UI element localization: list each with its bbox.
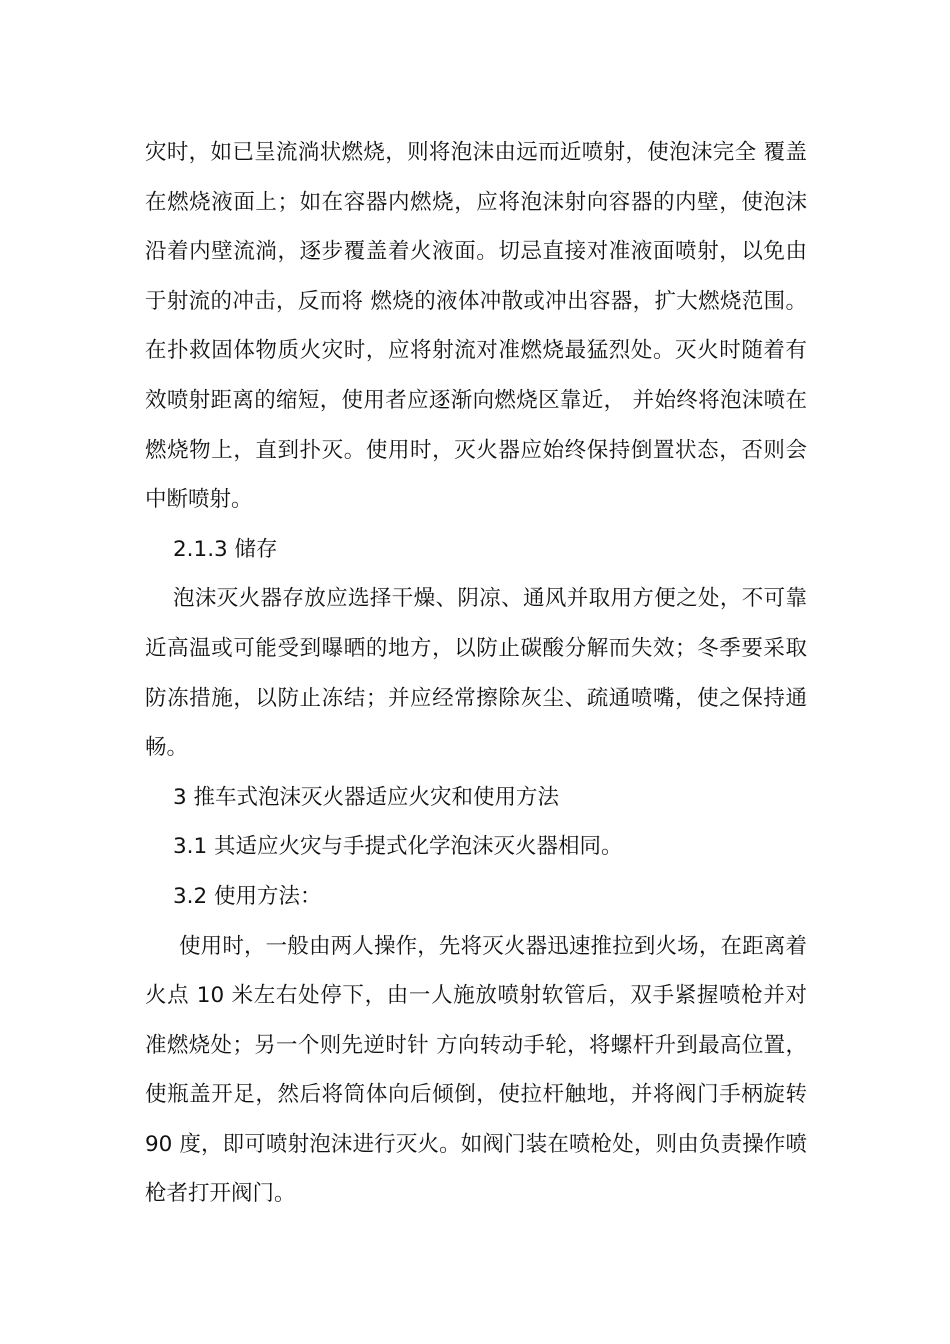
section-heading-3: 3 推车式泡沫灭火器适应火灾和使用方法 <box>173 784 560 810</box>
paragraph-usage-method: 使用时，一般由两人操作，先将灭火器迅速推拉到火场，在距离着火点 10 米左右处停下，由一人施放喷射软管后，双手紧握喷枪并对准燃烧处；另一个则先逆时针 方向转动手轮，将螺杆升到最高位置，使瓶盖开足，然后将筒体向后倾倒，使拉杆触地，并将阀门手柄旋转 90 度，即可喷射泡沫进行灭火。如阀门装在喷枪处，则由负责操作喷枪者打开阀门。 <box>145 933 807 1207</box>
section-heading-3-1: 3.1 其适应火灾与手提式化学泡沫灭火器相同。 <box>173 834 623 860</box>
section-heading-2-1-3: 2.1.3 储存 <box>173 536 278 562</box>
paragraph-storage: 泡沫灭火器存放应选择干燥、阴凉、通风并取用方便之处，不可靠近高温或可能受到曝晒的地方，以防止碳酸分解而失效；冬季要采取防冻措施，以防止冻结；并应经常擦除灰尘、疏通喷嘴，使之保持通畅。 <box>145 586 807 761</box>
document-body <box>145 128 807 1219</box>
section-heading-3-2: 3.2 使用方法： <box>173 883 322 909</box>
paragraph-foam-usage-continued: 灾时，如已呈流淌状燃烧，则将泡沫由远而近喷射，使泡沫完全 覆盖在燃烧液面上；如在容器内燃烧，应将泡沫射向容器的内壁，使泡沫沿着内壁流淌，逐步覆盖着火液面。切忌直接对准液面喷射，以免由于射流的冲击，反而将 燃烧的液体冲散或冲出容器，扩大燃烧范围。在扑救固体物质火灾时，应将射流对准燃烧最猛烈处。灭火时随着有效喷射距离的缩短，使用者应逐渐向燃烧区靠近， 并始终将泡沫喷在燃烧物上，直到扑灭。使用时，灭火器应始终保持倒置状态，否则会中断喷射。 <box>145 140 807 513</box>
